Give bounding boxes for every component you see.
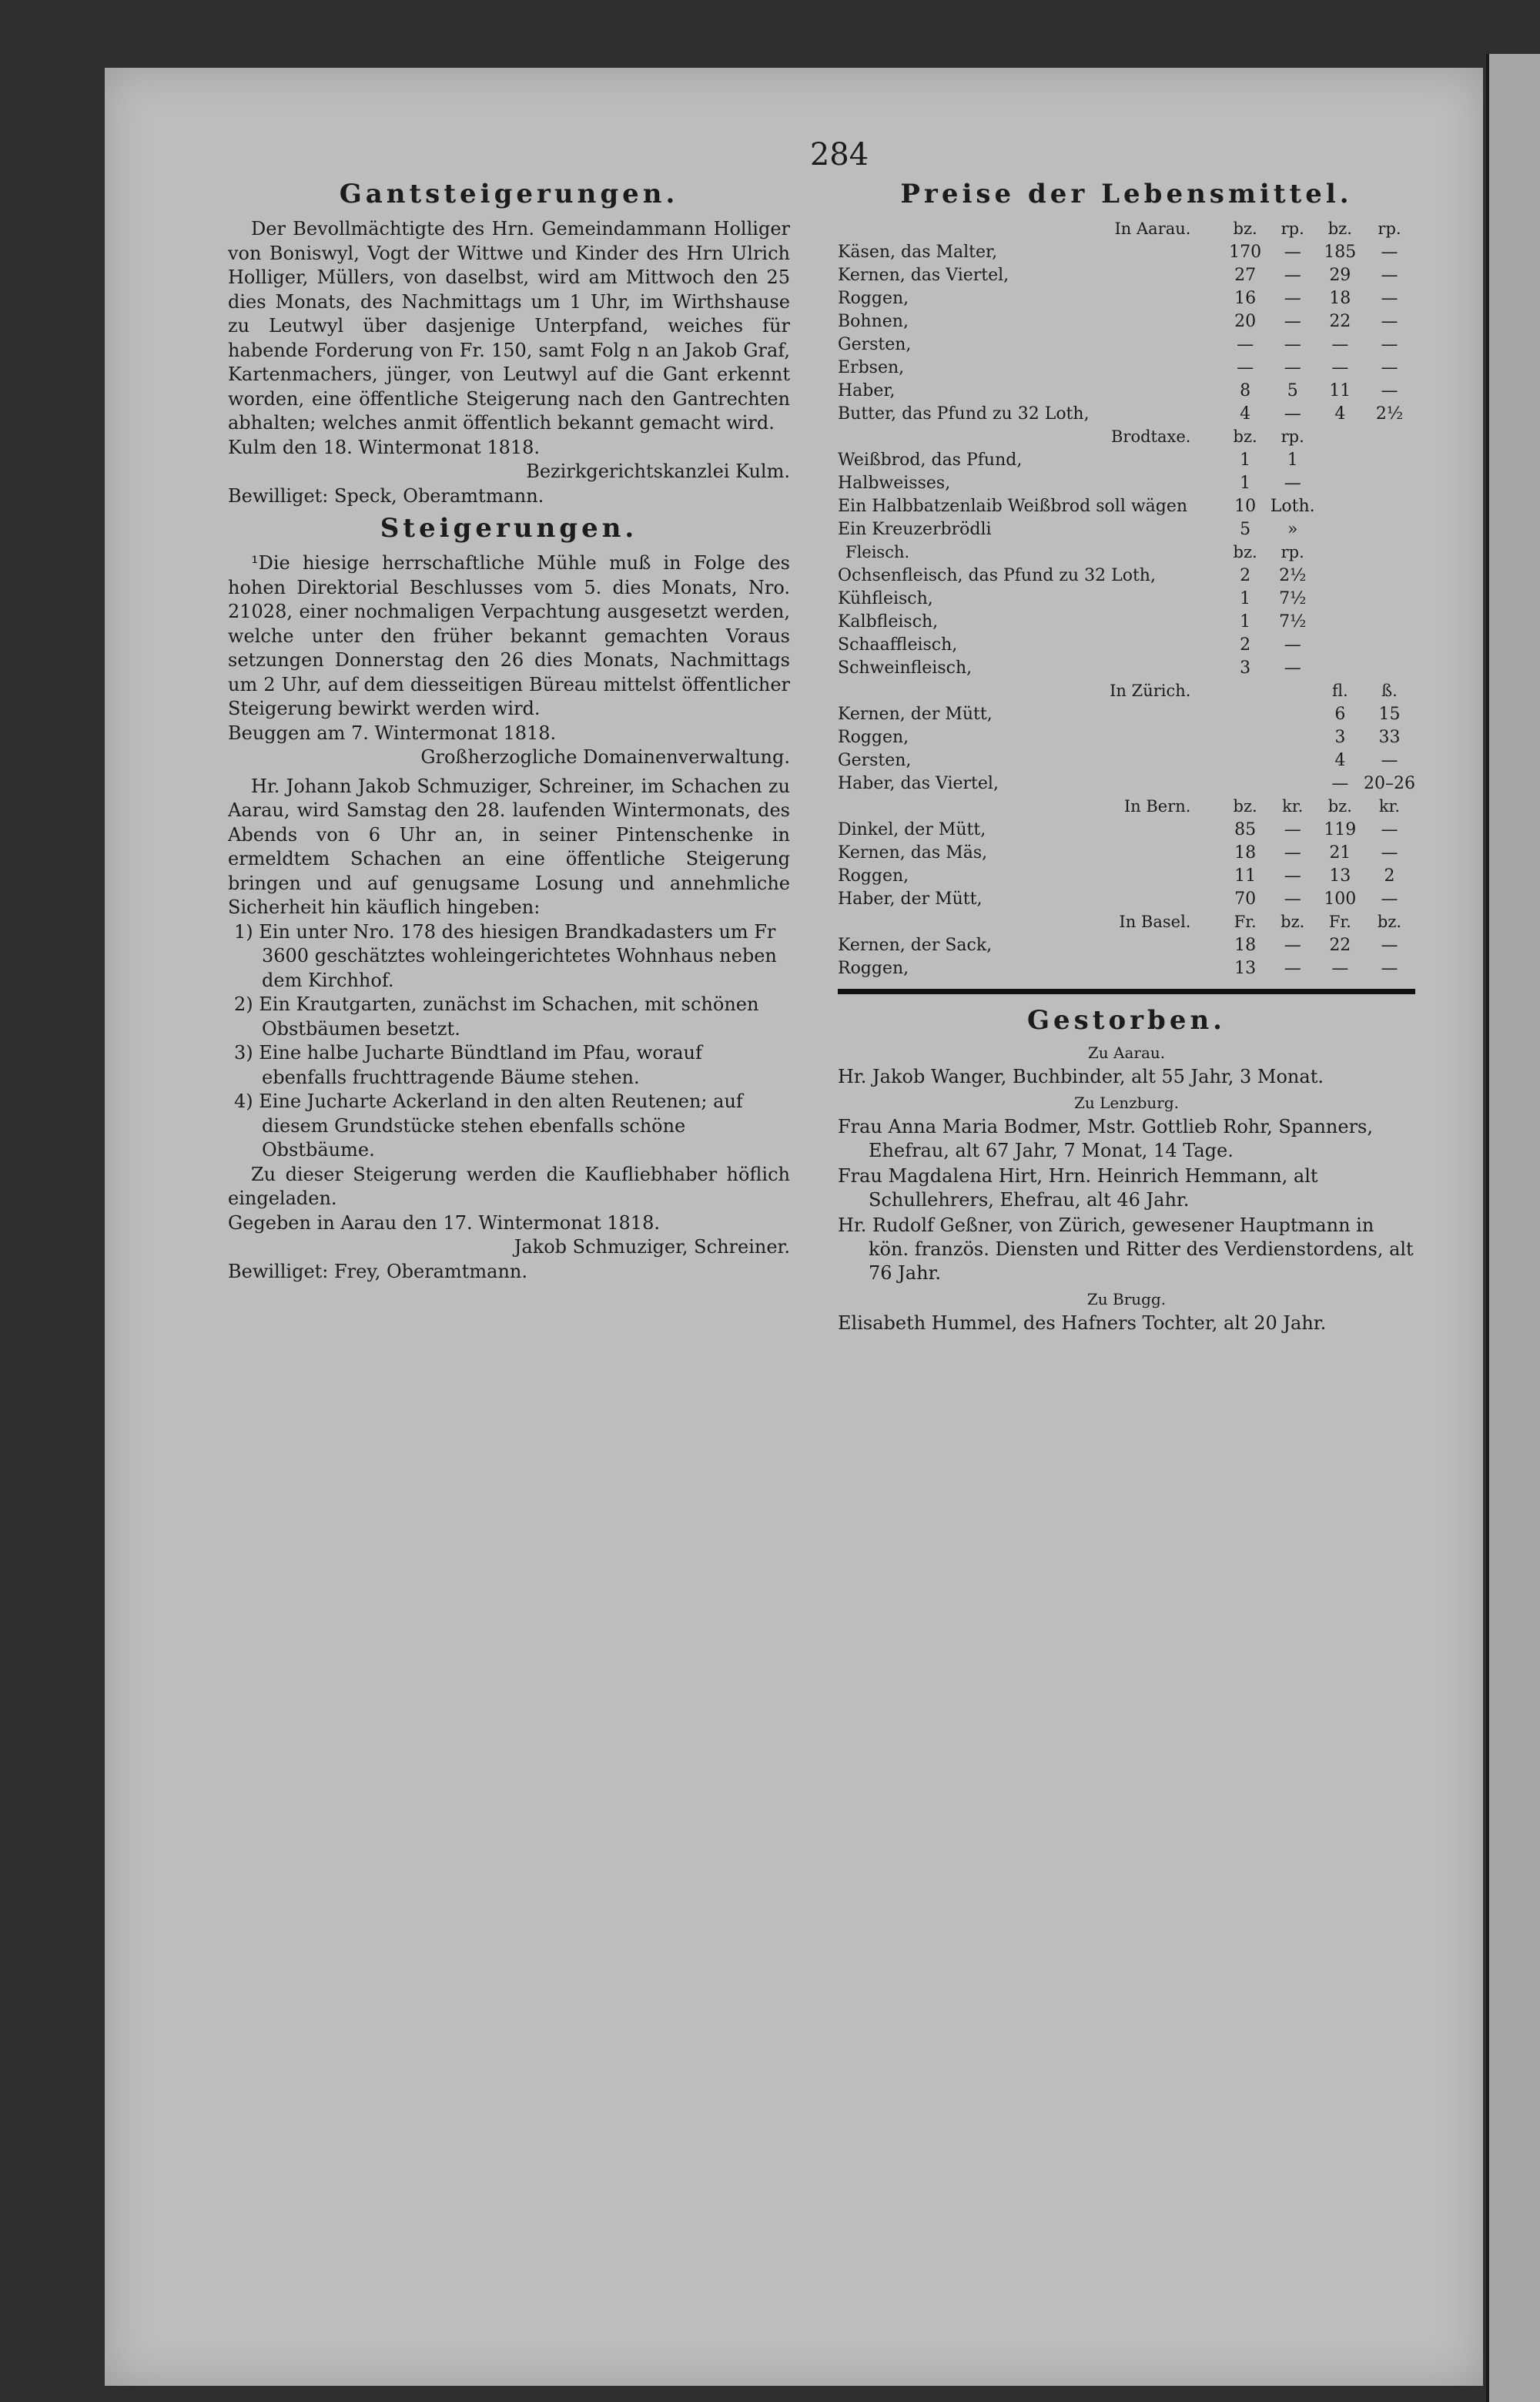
unit-header: kr.	[1378, 797, 1401, 816]
price-value: —	[1284, 265, 1301, 285]
unit-header: bz.	[1327, 219, 1352, 238]
price-value: —	[1381, 958, 1398, 978]
price-value: 29	[1329, 265, 1351, 285]
price-value: 1	[1240, 611, 1251, 631]
price-value: 1	[1287, 450, 1298, 470]
price-row	[838, 471, 1415, 494]
steig-item-2: 2) Ein Krautgarten, zunächst im Schachen, mit schönen Obstbäumen besetzt.	[234, 993, 759, 1040]
price-value: 8	[1240, 380, 1251, 400]
place-label-aarau: Zu Aarau.	[1087, 1044, 1166, 1062]
price-value: 6	[1334, 704, 1346, 724]
unit-header: bz.	[1327, 797, 1352, 816]
price-row	[838, 333, 1415, 356]
region-row-zuerich	[838, 679, 1415, 702]
price-value: 22	[1329, 311, 1351, 331]
price-value: —	[1284, 311, 1301, 331]
death-entry: Frau Anna Maria Bodmer, Mstr. Gottlieb Rohr, Spanners, Ehefrau, alt 67 Jahr, 7 Monat, 14 Tage.	[838, 1116, 1373, 1161]
price-value: 16	[1234, 288, 1257, 308]
unit-header: Fr.	[1234, 913, 1257, 931]
price-row	[838, 564, 1415, 587]
price-value: 185	[1324, 242, 1357, 262]
unit-header: bz.	[1233, 427, 1257, 446]
price-value: —	[1381, 843, 1398, 863]
price-value: —	[1284, 958, 1301, 978]
region-label: In Aarau.	[1114, 219, 1191, 238]
price-value: —	[1284, 404, 1301, 424]
price-value: —	[1381, 357, 1398, 377]
price-item: Roggen,	[838, 288, 909, 308]
price-value: —	[1284, 866, 1301, 886]
price-value: —	[1237, 357, 1254, 377]
price-value: 4	[1240, 404, 1251, 424]
price-value: —	[1284, 357, 1301, 377]
price-item: Haber, der Mütt,	[838, 889, 983, 909]
price-value: 10	[1234, 496, 1257, 516]
price-value: 4	[1334, 750, 1346, 770]
price-value: —	[1381, 889, 1398, 909]
price-value: 13	[1234, 958, 1257, 978]
price-value: —	[1381, 265, 1398, 285]
region-label: Fleisch.	[845, 543, 910, 561]
gant-office: Bezirkgerichtskanzlei Kulm.	[526, 461, 790, 482]
unit-header: rp.	[1281, 219, 1304, 238]
price-value: 170	[1229, 242, 1262, 262]
region-row-bern	[838, 795, 1415, 818]
price-value: 20–26	[1363, 773, 1415, 793]
price-item: Ein Halbbatzenlaib Weißbrod soll wägen	[838, 496, 1188, 516]
price-row	[838, 494, 1415, 518]
death-entry: Frau Magdalena Hirt, Hrn. Heinrich Hemmann, alt Schullehrers, Ehefrau, alt 46 Jahr.	[838, 1165, 1318, 1211]
price-value: —	[1284, 889, 1301, 909]
price-value: 1	[1240, 473, 1251, 493]
region-label: In Bern.	[1123, 797, 1191, 816]
price-value: 2	[1240, 565, 1251, 585]
price-value: 27	[1234, 265, 1257, 285]
price-value: 21	[1329, 843, 1351, 863]
steig-dateline-1: Beuggen am 7. Wintermonat 1818.	[228, 722, 557, 744]
place-label-lenzburg: Zu Lenzburg.	[1073, 1094, 1180, 1112]
price-item: Kernen, der Sack,	[838, 935, 993, 955]
price-value: —	[1284, 334, 1301, 354]
price-value: 7½	[1279, 611, 1307, 631]
price-value: »	[1287, 519, 1298, 539]
unit-header: kr.	[1282, 797, 1304, 816]
price-row	[838, 356, 1415, 379]
steig-approval-2: Bewilliget: Frey, Oberamtmann.	[228, 1260, 528, 1282]
gant-heading: Gantsteigerungen.	[339, 179, 679, 209]
price-value: 1	[1240, 450, 1251, 470]
price-item: Gersten,	[838, 334, 912, 354]
price-value: 22	[1329, 935, 1351, 955]
death-entry: Elisabeth Hummel, des Hafners Tochter, alt 20 Jahr.	[838, 1312, 1327, 1334]
price-item: Schweinfleisch,	[838, 658, 973, 678]
price-item: Kühfleisch,	[838, 588, 933, 608]
unit-header: bz.	[1233, 543, 1257, 561]
price-value: 33	[1378, 727, 1401, 747]
price-item: Bohnen,	[838, 311, 909, 331]
price-row	[838, 725, 1415, 749]
price-value: —	[1381, 380, 1398, 400]
price-value: —	[1284, 819, 1301, 839]
price-row	[838, 841, 1415, 864]
price-item: Käsen, das Malter,	[838, 242, 998, 262]
price-row	[838, 633, 1415, 656]
unit-header: ß.	[1381, 682, 1398, 700]
price-row	[838, 610, 1415, 633]
unit-header: rp.	[1281, 543, 1304, 561]
price-row	[838, 402, 1415, 425]
price-value: —	[1284, 242, 1301, 262]
next-page-edge	[1486, 54, 1540, 2402]
price-value: 2	[1240, 635, 1251, 655]
price-value: 119	[1324, 819, 1357, 839]
steig-office-1: Großherzogliche Domainenverwaltung.	[420, 746, 790, 768]
price-row	[838, 379, 1415, 402]
price-item: Ein Kreuzerbrödli	[838, 519, 992, 539]
price-value: —	[1331, 773, 1349, 793]
price-row	[838, 818, 1415, 841]
price-value: 3	[1334, 727, 1346, 747]
price-item: Haber, das Viertel,	[838, 773, 999, 793]
price-value: 5	[1287, 380, 1298, 400]
price-item: Kernen, das Viertel,	[838, 265, 1009, 285]
price-row	[838, 263, 1415, 286]
price-value: —	[1284, 288, 1301, 308]
steig-item-1: 1) Ein unter Nro. 178 des hiesigen Brandkadasters um Fr 3600 geschätztes wohleingerichtetes Wohnhaus neben dem Kirchhof.	[234, 920, 777, 991]
price-value: —	[1331, 958, 1349, 978]
gant-body: Der Bevollmächtigte des Hrn. Gemeindammann Holliger von Boniswyl, Vogt der Wittwe und Kinder des Hrn Ulrich Holliger, Müllers, von daselbst, wird am Mittwoch den 25 dies Monats, des Nachmittags um 1 Uhr, im Wirthshause zu Leutwyl über dasjenige Unterpfand, weiches für habende Forderung von Fr. 150, samt Folg n an Jakob Graf, Kartenmachers, jünger, von Leutwyl auf die Gant erkennt worden, eine öffentliche Steigerung nach den Gantrechten abhalten; welches anmit öffentlich bekannt gemacht wird.	[228, 218, 790, 434]
price-value: 11	[1234, 866, 1257, 886]
price-value: —	[1237, 334, 1254, 354]
price-row	[838, 286, 1415, 310]
price-value: —	[1381, 288, 1398, 308]
death-entry: Hr. Jakob Wanger, Buchbinder, alt 55 Jahr, 3 Monat.	[838, 1066, 1324, 1087]
steig-body-1: ¹Die hiesige herrschaftliche Mühle muß in Folge des hohen Direktorial Beschlusses vom 5. dies Monats, Nro. 21028, einer nochmaligen Verpachtung ausgesetzt werden, welche unter den früher bekannt gemachten Voraus setzungen Donnerstag den 26 dies Monats, Nachmittags um 2 Uhr, auf dem diesseitigen Büreau mittelst öffentlicher Steigerung bewirkt werden wird.	[228, 552, 790, 719]
steig-invite: Zu dieser Steigerung werden die Kaufliebhaber höflich eingeladen.	[228, 1163, 790, 1209]
price-item: Dinkel, der Mütt,	[838, 819, 986, 839]
price-item: Halbweisses,	[838, 473, 951, 493]
unit-header: fl.	[1331, 682, 1348, 700]
price-item: Roggen,	[838, 727, 909, 747]
price-value: 15	[1378, 704, 1401, 724]
price-value: 3	[1240, 658, 1251, 678]
gant-dateline: Kulm den 18. Wintermonat 1818.	[228, 436, 541, 458]
deaths-heading: Gestorben.	[1026, 1005, 1227, 1036]
region-row-aarau	[838, 217, 1415, 240]
prices-heading: Preise der Lebensmittel.	[900, 179, 1353, 209]
unit-header: Fr.	[1328, 913, 1351, 931]
price-item: Gersten,	[838, 750, 912, 770]
page-number: 284	[809, 137, 869, 173]
price-row	[838, 887, 1415, 910]
price-value: —	[1381, 935, 1398, 955]
gant-approval: Bewilliget: Speck, Oberamtmann.	[228, 484, 544, 507]
price-value: —	[1284, 843, 1301, 863]
price-value: —	[1284, 935, 1301, 955]
place-label-brugg: Zu Brugg.	[1086, 1290, 1167, 1308]
price-value: 2½	[1279, 565, 1307, 585]
price-row	[838, 772, 1415, 795]
price-row	[838, 587, 1415, 610]
price-value: —	[1284, 473, 1301, 493]
steig-item-4: 4) Eine Jucharte Ackerland in den alten Reutenen; auf diesem Grundstücke stehen ebenfalls schöne Obstbäume.	[234, 1090, 743, 1161]
price-row	[838, 749, 1415, 772]
price-item: Roggen,	[838, 958, 909, 978]
right-column	[838, 176, 1415, 1337]
price-row	[838, 518, 1415, 541]
price-value: 13	[1329, 866, 1351, 886]
price-row	[838, 933, 1415, 956]
price-item: Weißbrod, das Pfund,	[838, 450, 1023, 470]
price-value: —	[1331, 357, 1349, 377]
steig-body-2: Hr. Johann Jakob Schmuziger, Schreiner, im Schachen zu Aarau, wird Samstag den 28. laufenden Wintermonats, des Abends von 6 Uhr an, in seiner Pintenschenke in ermeldtem Schachen an eine öffentliche Steigerung bringen und auf genugsame Losung und annehmliche Sicherheit hin käuflich hingeben:	[228, 775, 790, 918]
steig-dateline-2: Gegeben in Aarau den 17. Wintermonat 1818.	[228, 1211, 660, 1234]
price-item: Butter, das Pfund zu 32 Loth,	[838, 404, 1090, 424]
price-value: Loth.	[1270, 496, 1315, 516]
region-label: Brodtaxe.	[1111, 427, 1191, 446]
price-table	[838, 217, 1415, 980]
price-value: 2½	[1375, 404, 1404, 424]
steig-item-3: 3) Eine halbe Jucharte Bündtland im Pfau, worauf ebenfalls fruchttragende Bäume stehen.	[234, 1042, 702, 1088]
steig-signer-2: Jakob Schmuziger, Schreiner.	[514, 1236, 790, 1258]
price-value: —	[1381, 311, 1398, 331]
price-value: 20	[1234, 311, 1257, 331]
price-row	[838, 310, 1415, 333]
price-row	[838, 864, 1415, 887]
price-value: —	[1284, 658, 1301, 678]
price-value: —	[1381, 334, 1398, 354]
unit-header: rp.	[1281, 427, 1304, 446]
price-value: 5	[1240, 519, 1251, 539]
price-item: Ochsenfleisch, das Pfund zu 32 Loth,	[838, 565, 1156, 585]
region-row-brod	[838, 425, 1415, 448]
price-row	[838, 656, 1415, 679]
price-value: —	[1284, 635, 1301, 655]
price-value: 7½	[1279, 588, 1307, 608]
section-divider	[838, 989, 1415, 994]
price-row	[838, 702, 1415, 725]
region-row-basel	[838, 910, 1415, 933]
price-row	[838, 448, 1415, 471]
price-value: —	[1381, 819, 1398, 839]
price-item: Erbsen,	[838, 357, 905, 377]
left-column	[228, 176, 790, 1284]
price-value: 4	[1334, 404, 1346, 424]
unit-header: bz.	[1377, 913, 1402, 931]
price-row	[838, 956, 1415, 980]
price-value: 85	[1234, 819, 1257, 839]
price-value: —	[1381, 750, 1398, 770]
death-entry: Hr. Rudolf Geßner, von Zürich, gewesener Hauptmann in kön. französ. Diensten und Ritter des Verdienstordens, alt 76 Jahr.	[838, 1214, 1414, 1284]
unit-header: rp.	[1378, 219, 1401, 238]
unit-header: bz.	[1233, 797, 1257, 816]
price-value: 18	[1234, 843, 1257, 863]
price-value: 11	[1329, 380, 1351, 400]
price-value: 100	[1324, 889, 1357, 909]
price-value: 18	[1234, 935, 1257, 955]
unit-header: bz.	[1281, 913, 1305, 931]
price-value: 18	[1329, 288, 1351, 308]
price-item: Kalbfleisch,	[838, 611, 939, 631]
region-row-fleisch	[838, 541, 1415, 564]
price-value: 2	[1384, 866, 1395, 886]
price-item: Haber,	[838, 380, 896, 400]
price-item: Kernen, der Mütt,	[838, 704, 993, 724]
price-row	[838, 240, 1415, 263]
price-value: —	[1331, 334, 1349, 354]
unit-header: bz.	[1233, 219, 1257, 238]
price-item: Schaaffleisch,	[838, 635, 958, 655]
price-value: —	[1381, 242, 1398, 262]
price-value: 70	[1234, 889, 1257, 909]
region-label: In Basel.	[1119, 913, 1191, 931]
region-label: In Zürich.	[1110, 682, 1191, 700]
price-item: Kernen, das Mäs,	[838, 843, 988, 863]
price-item: Roggen,	[838, 866, 909, 886]
steig-heading: Steigerungen.	[380, 513, 638, 544]
price-value: 1	[1240, 588, 1251, 608]
